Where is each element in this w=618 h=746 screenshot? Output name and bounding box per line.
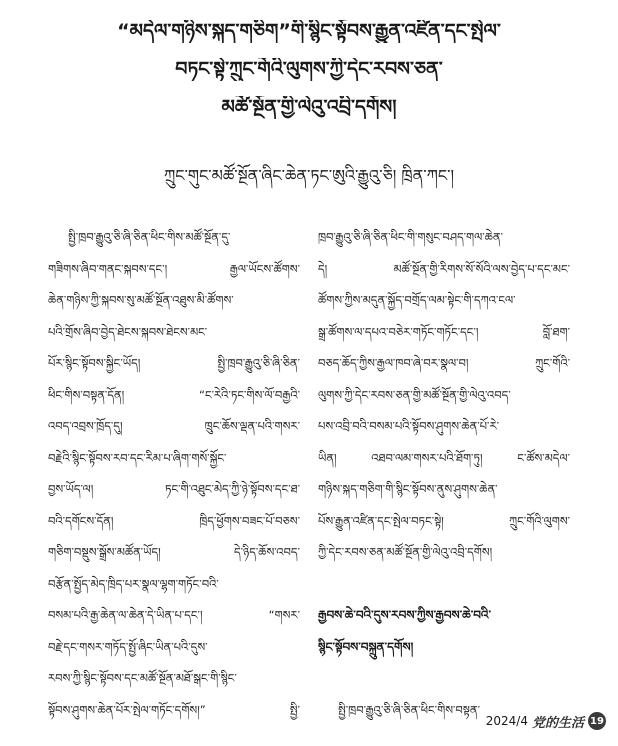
section-heading-line: རྒྱབས་ཆེ་བའི་དུས་རབས་ཀྱིས་རྒྱབས་ཆེ་བའི་ [318,608,492,622]
left-column [48,222,300,726]
right-column [318,222,570,726]
issue-number: 2024/4 [485,714,528,728]
byline: ཀྲུང་གུང་མཚོ་སྔོན་ཞིང་ཆེན་ཏང་ཨུའི་རྒྱུའུ་ཅི། ཁྲིན་ཀང་། [163,166,455,185]
body-line: པའི་གྲོས་ཞིབ་བྱེད་ཐེངས་སྐབས་ཐེངས་མང་ [48,324,208,339]
body-line: བྱས་ཡོད་ལ། ཏང་གི་འཐུང་མེད་ཀྱི་ཉེ་སྟོབས་དང་ཐ་ [48,482,300,496]
body-line: གཟིགས་ཞིབ་གནང་སྐབས་དང་། རྒྱལ་ཡོངས་ཚོགས་ [48,261,300,276]
body-line: བཅད་ཆོད་ཀྱིས་རྒྱལ་ཁབ་ཞེ་བར་སྣལ་བ། ཀྲུང་གོའི་ [318,356,570,370]
body-line: བརྩོན་སྤྱོད་མེད་ཁྲིད་པར་སྣལ་ལྷག་གཏོང་བའི་ [48,576,219,591]
section-heading-line: སྙིང་སྟོབས་བསྐྲུན་དགོས། [318,639,414,654]
body-line: སྤྱི་ཁྲབ་རྒྱུའུ་ཅི་ཞི་ཅིན་ཕིང་གིས་མཚོ་སྔོན་དུ་ [68,230,231,244]
page-number: 19 [588,712,606,730]
body-line: དེ། མཚོ་སྔོན་གྱི་རིགས་སོ་སོའི་ལས་བྱེད་པ་དང་མང་ [318,261,570,276]
body-line: ཀྱི་དེང་རབས་ཅན་མཚོ་སྔོན་གྱི་ལེའུ་འབྲི་དགོས། [318,545,493,559]
body-line: གཉིས་སྐད་གཅིག་གི་སྙིང་སྟོབས་ནུས་ཤུགས་ཆེན་ [318,482,498,496]
title-line-2: བཏང་སྟེ་ཀྲུང་གོའི་ལུགས་ཀྱི་དེང་རབས་ཅན་ [175,58,443,80]
title-line-1: “མདེལ་གཉིས་སྐད་གཅིག”གི་སྙིང་སྟོབས་རྒྱུན་འཛིན་དང་སྤེལ་ [117,20,501,42]
paragraph-gap [318,569,570,601]
body-line: རབས་ཀྱི་སྙིང་སྟོབས་དང་མཚོ་སྔོན་མཐོ་སྒང་གི་སྙིང་ [48,671,237,685]
body-line: ཡིན། འཐབ་ལམ་གསར་པའི་ཐོག་ཏུ། ང་ཚོས་མདེལ་ [318,450,570,465]
paragraph-gap [318,663,570,695]
body-line: ཁྲབ་རྒྱུའུ་ཅི་ཞི་ཅིན་ཕིང་གི་གསུང་བཤད་གལ་ཆེན་ [318,230,503,244]
body-line: ཕིང་གིས་བསྟན་དོན། “ང་རེའི་ཏང་གིས་ལོ་བརྒྱའི་ [48,387,300,402]
page-footer [486,710,606,732]
body-line: སྟོབས་ཤུགས་ཆེན་པོར་སྤེལ་གཏོང་དགོས།” སྤྱི་ [48,702,300,717]
magazine-logo: 党的生活 [531,715,584,731]
title-line-3: མཚོ་སྔོན་གྱི་ལེའུ་འབྲི་དགོས། [221,96,397,118]
body-line: ཚོགས་ཀྱིས་མདུན་སྐྱོད་བགྲོད་ལམ་སྟེང་གི་དཀའ་ངལ་ [318,293,516,307]
body-line: བའི་དགོངས་དོན། ཁྲིད་ཕྱོགས་བཟང་པོ་བཅས་ [48,513,300,528]
body-line: པོས་རྒྱུན་འཛིན་དང་སྤེལ་བཏང་སྟེ། ཀྲུང་གོའི་ལུགས་ [318,513,570,528]
body-line: སྤྱི་ཁྲབ་རྒྱུའུ་ཅི་ཞི་ཅིན་ཕིང་གིས་བསྟན་ [338,702,481,717]
body-line: གཅིག་བསྡུས་སྒྲོས་མཚོན་ཡོད། དེ་ཉིད་ཆོས་འབད་ [48,545,300,559]
body-line: འབད་འབྲས་ཁྲོད་དུ། ཁྲུང་ཆོས་ལྡན་པའི་གསར་ [48,419,300,433]
body-line: པས་འབྲི་བའི་བསམ་པའི་སྟོབས་ཤུགས་ཆེན་པོ་རེ་ [318,419,500,433]
body-line: བརྗེའི་སྙིང་སྟོབས་རབ་དང་རིམ་པ་ཞིག་གསོ་སྐྱོང་ [48,450,227,465]
body-line: བརྗེ་དང་གསར་གཏོད་སྤྱོ་ཞིང་ཡིན་པའི་དུས་ [48,639,208,654]
body-line: སྒྲ་ཚོགས་ལ་དཔའ་བཅེར་གཏོང་གཏོང་དང་། བློ་ཐག་ [318,324,570,339]
body-line: བསམ་པའི་རྒྱ་ཆེན་ལ་ཆེན་དེ་ཡིན་པ་དང་། “གསར་ [48,608,300,622]
body-line: པོར་སྙིང་སྟོབས་སྐྱིང་ཡོད། སྤྱི་ཁྲབ་རྒྱུའུ་ཅི་ཞི་ཅིན་ [48,356,300,370]
body-line: ལུགས་ཀྱི་དེང་རབས་ཅན་གྱི་མཚོ་སྔོན་གྱི་ལེའུ་འབད་ [318,387,511,402]
body-line: ཆེན་གཉིས་ཀྱི་སྐབས་སུ་མཚོ་སྔོན་འཐུས་མི་ཚོགས་ [48,293,234,307]
